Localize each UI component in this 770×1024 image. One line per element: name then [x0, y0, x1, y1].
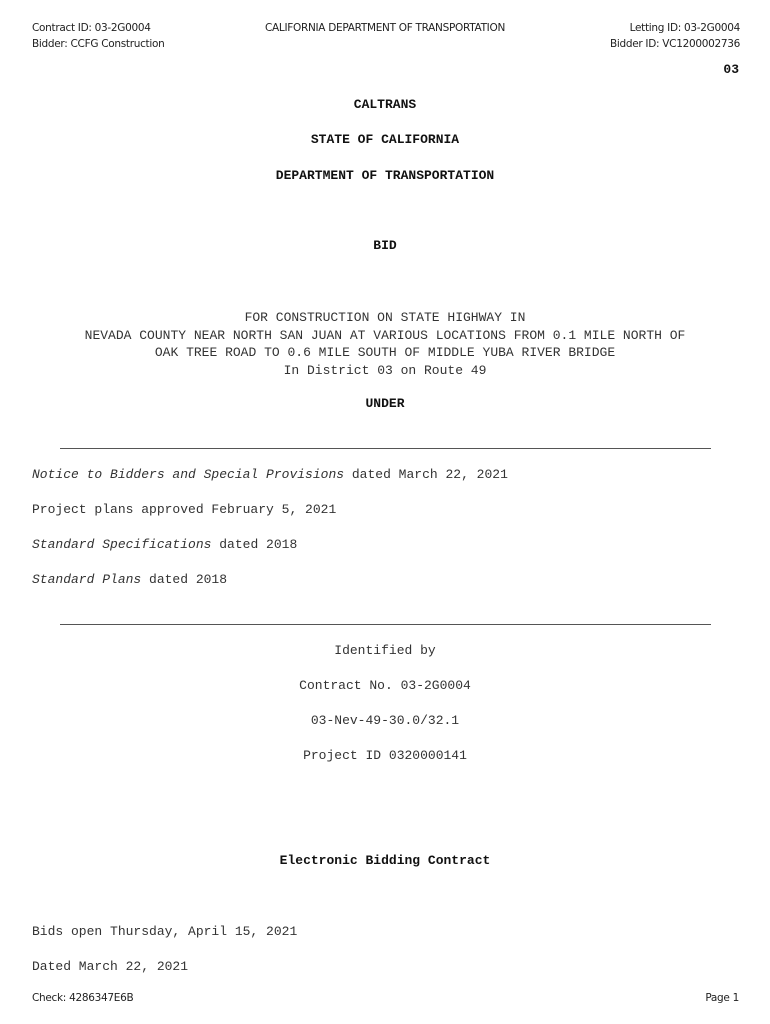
under-heading: UNDER	[365, 396, 405, 411]
project-line-1: FOR CONSTRUCTION ON STATE HIGHWAY IN	[244, 310, 526, 325]
reference-notice	[32, 467, 508, 482]
bidder-name: Bidder: CCFG Construction	[32, 38, 165, 50]
bids-open-date: Bids open Thursday, April 15, 2021	[32, 924, 298, 939]
divider-bottom	[60, 624, 711, 625]
contract-type: Electronic Bidding Contract	[279, 853, 491, 868]
reference-specifications-title: Standard Specifications	[32, 537, 212, 552]
reference-specifications-date: dated 2018	[211, 537, 298, 552]
letting-id: Letting ID: 03-2G0004	[629, 22, 740, 34]
divider-top	[60, 448, 711, 449]
reference-specifications	[32, 537, 297, 552]
reference-plans-text: Project plans approved February 5, 2021	[32, 502, 337, 517]
caltrans-heading: CALTRANS	[353, 97, 417, 112]
district-code: 03	[723, 62, 739, 77]
project-id: Project ID 0320000141	[303, 748, 467, 763]
project-line-4: In District 03 on Route 49	[283, 362, 487, 378]
reference-notice-title: Notice to Bidders and Special Provisions	[32, 467, 345, 482]
department-heading: DEPARTMENT OF TRANSPORTATION	[275, 168, 495, 183]
location-code: 03-Nev-49-30.0/32.1	[310, 713, 460, 728]
reference-notice-date: dated March 22, 2021	[344, 467, 508, 482]
bid-heading: BID	[373, 238, 397, 253]
page-number: Page 1	[705, 992, 739, 1004]
identified-label: Identified by	[334, 643, 436, 658]
reference-standard-plans-date: dated 2018	[141, 572, 228, 587]
contract-number: Contract No. 03-2G0004	[299, 678, 471, 693]
project-line-2: NEVADA COUNTY NEAR NORTH SAN JUAN AT VARIOUS LOCATIONS FROM 0.1 MILE NORTH OF	[84, 327, 686, 343]
dated-date: Dated March 22, 2021	[32, 959, 189, 974]
bidder-id: Bidder ID: VC1200002736	[609, 38, 740, 50]
reference-standard-plans-title: Standard Plans	[32, 572, 142, 587]
reference-standard-plans	[32, 572, 227, 587]
project-line-3: OAK TREE ROAD TO 0.6 MILE SOUTH OF MIDDLE YUBA RIVER BRIDGE	[154, 345, 616, 360]
project-description	[0, 309, 770, 379]
check-code: Check: 4286347E6B	[32, 992, 134, 1004]
contract-id: Contract ID: 03-2G0004	[32, 22, 151, 34]
state-heading: STATE OF CALIFORNIA	[310, 132, 460, 147]
agency-name: CALIFORNIA DEPARTMENT OF TRANSPORTATION	[265, 22, 505, 34]
reference-plans	[32, 502, 336, 517]
